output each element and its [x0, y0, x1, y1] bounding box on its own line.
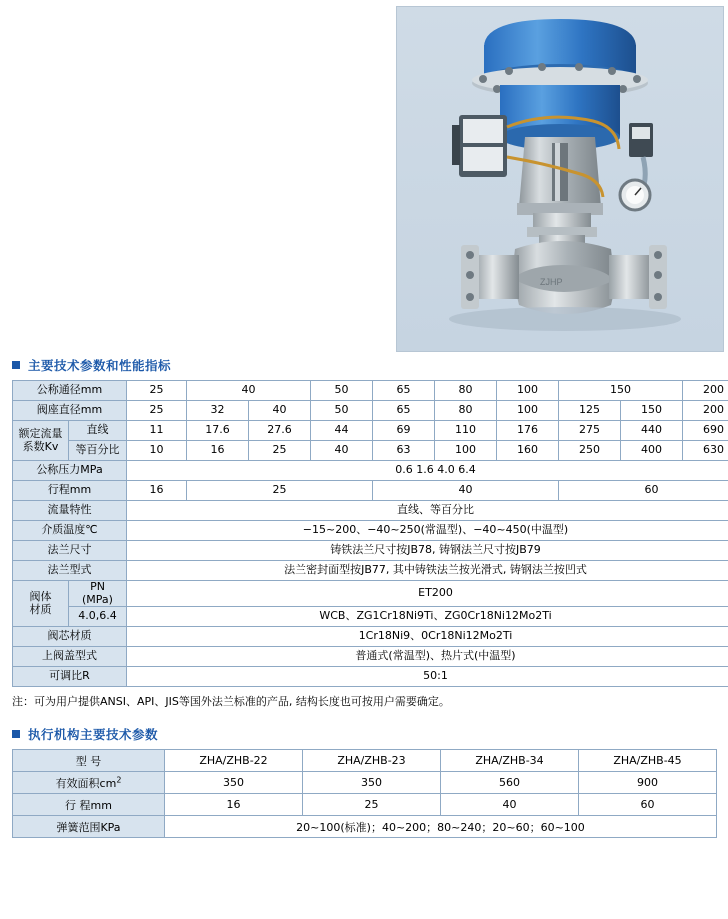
cell: 32 [187, 401, 249, 421]
row-label: 公称压力MPa [13, 461, 127, 481]
cell: 350 [165, 772, 303, 794]
cell: 铸铁法兰尺寸按JB78, 铸钢法兰尺寸按JB79 [127, 541, 728, 561]
cell: 27.6 [249, 421, 311, 441]
row-label-text: 有效面积cm [55, 776, 117, 790]
cell: 11 [127, 421, 187, 441]
table-row [13, 750, 717, 772]
table-row [13, 461, 728, 481]
cell: 25 [303, 794, 441, 816]
table-row [13, 481, 728, 501]
cell: 110 [435, 421, 497, 441]
cell: 690 [683, 421, 728, 441]
table-row [13, 772, 717, 794]
cell: 200 [683, 381, 728, 401]
cell: 440 [621, 421, 683, 441]
row-sublabel-equal-percentage: 等百分比 [69, 441, 127, 461]
row-label: 法兰型式 [13, 561, 127, 581]
pn-high-value: 4.0,6.4 [78, 609, 117, 623]
row-label: 介质温度℃ [13, 521, 127, 541]
cell: 40 [311, 441, 373, 461]
cell: WCB、ZG1Cr18Ni9Ti、ZG0Cr18Ni12Mo2Ti [127, 607, 728, 627]
cell: 25 [187, 481, 373, 501]
cell: 200 [683, 401, 728, 421]
cell: 20~100(标准)；40~200；80~240；20~60；60~100 [165, 816, 717, 838]
row-label: 弹簧范围KPa [13, 816, 165, 838]
cell: 160 [497, 441, 559, 461]
cell: 40 [373, 481, 559, 501]
cell: 50:1 [127, 667, 728, 687]
cell: 60 [559, 481, 728, 501]
cell: 69 [373, 421, 435, 441]
table-row [13, 501, 728, 521]
cell: 1Cr18Ni9、0Cr18Ni12Mo2Ti [127, 627, 728, 647]
table-row [13, 667, 728, 687]
cell: ZHA/ZHB-23 [303, 750, 441, 772]
cell: 63 [373, 441, 435, 461]
cell: 直线、等百分比 [127, 501, 728, 521]
cell: 80 [435, 401, 497, 421]
row-label-body-material: 阀体 材质 [13, 581, 69, 627]
section-title-text: 执行机构主要技术参数 [28, 727, 159, 743]
cell: ZHA/ZHB-34 [441, 750, 579, 772]
row-label: 上阀盖型式 [13, 647, 127, 667]
cell: 44 [311, 421, 373, 441]
cell: 16 [187, 441, 249, 461]
square-bullet-icon [12, 361, 20, 369]
table-row [13, 381, 728, 401]
cell: 40 [249, 401, 311, 421]
cell: 50 [311, 401, 373, 421]
cell: 100 [497, 381, 559, 401]
row-label-kv: 额定流量 系数Kv [13, 421, 69, 461]
cell: 150 [559, 381, 683, 401]
table-row [13, 794, 717, 816]
cell: 250 [559, 441, 621, 461]
cell: 法兰密封面型按JB77, 其中铸铁法兰按光滑式, 铸钢法兰按凹式 [127, 561, 728, 581]
table-row [13, 541, 728, 561]
table-row [13, 627, 728, 647]
cell: 65 [373, 401, 435, 421]
table-row [13, 581, 728, 607]
table-row [13, 561, 728, 581]
valve-photo [396, 6, 724, 352]
row-label: 阀芯材质 [13, 627, 127, 647]
cell: ZHA/ZHB-45 [579, 750, 717, 772]
cell: 400 [621, 441, 683, 461]
cell: 560 [441, 772, 579, 794]
row-sublabel-pn-low [69, 581, 127, 607]
cell: 350 [303, 772, 441, 794]
cell: 900 [579, 772, 717, 794]
section-title-text: 主要技术参数和性能指标 [28, 358, 172, 373]
cell: 60 [579, 794, 717, 816]
cell: ET200 [127, 581, 728, 607]
row-label: 行 程mm [13, 794, 165, 816]
cell: 80 [435, 381, 497, 401]
row-label: 法兰尺寸 [13, 541, 127, 561]
pn-label: PN (MPa) [82, 580, 113, 606]
table-row [13, 441, 728, 461]
section-heading-specs [12, 356, 728, 374]
row-label: 阀座直径mm [13, 401, 127, 421]
superscript-2: 2 [116, 775, 122, 785]
table-row [13, 607, 728, 627]
cell: 150 [621, 401, 683, 421]
product-image-area [0, 0, 728, 356]
cell: 25 [127, 381, 187, 401]
row-label: 型 号 [13, 750, 165, 772]
cell: 16 [165, 794, 303, 816]
row-label: 可调比R [13, 667, 127, 687]
square-bullet-icon [12, 730, 20, 738]
cell: 100 [497, 401, 559, 421]
cell: −15~200、−40~250(常温型)、−40~450(中温型) [127, 521, 728, 541]
cell: 普通式(常温型)、热片式(中温型) [127, 647, 728, 667]
cell: 630 [683, 441, 728, 461]
cell: 40 [441, 794, 579, 816]
table-row [13, 647, 728, 667]
table-row [13, 421, 728, 441]
row-label: 流量特性 [13, 501, 127, 521]
cell: 25 [127, 401, 187, 421]
cell: 17.6 [187, 421, 249, 441]
spec-table [12, 380, 728, 687]
actuator-table [12, 749, 717, 838]
cell: 16 [127, 481, 187, 501]
cell: 65 [373, 381, 435, 401]
cell: 100 [435, 441, 497, 461]
table-row [13, 816, 717, 838]
spec-table-note: 注：可为用户提供ANSI、API、JIS等国外法兰标准的产品, 结构长度也可按用户需要确定。 [12, 695, 450, 709]
cell: 275 [559, 421, 621, 441]
row-sublabel-pn-high [69, 607, 127, 627]
row-label-effective-area [13, 772, 165, 794]
cell: 125 [559, 401, 621, 421]
table-row [13, 401, 728, 421]
table-row [13, 521, 728, 541]
row-label: 行程mm [13, 481, 127, 501]
cell: 40 [187, 381, 311, 401]
svg-text:ZJHP: ZJHP [540, 277, 563, 287]
row-sublabel-linear: 直线 [69, 421, 127, 441]
cell: 0.6 1.6 4.0 6.4 [127, 461, 728, 481]
cell: 25 [249, 441, 311, 461]
cell: 176 [497, 421, 559, 441]
cell: ZHA/ZHB-22 [165, 750, 303, 772]
section-heading-actuator [12, 725, 728, 743]
cell: 10 [127, 441, 187, 461]
cell: 50 [311, 381, 373, 401]
row-label: 公称通径mm [13, 381, 127, 401]
